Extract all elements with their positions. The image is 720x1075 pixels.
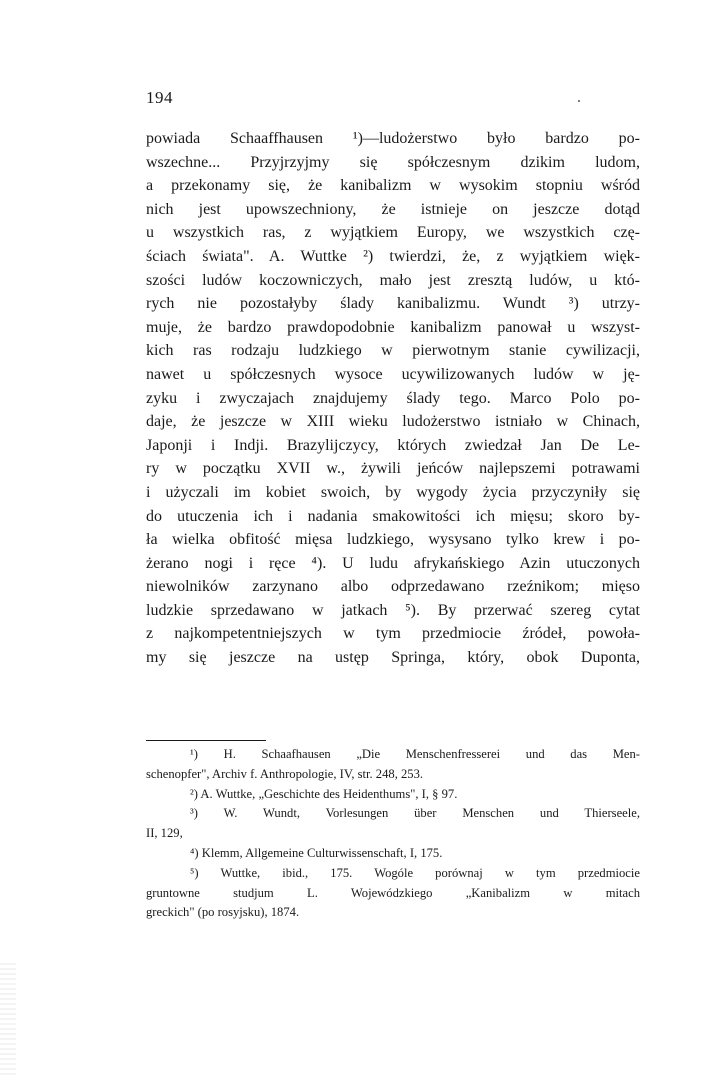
footnote-line: II, 129, — [146, 826, 183, 841]
body-line: nawet u spółczesnych wysoce ucywilizowanych ludów w ję- — [146, 365, 640, 383]
body-line: ściach świata". A. Wuttke ²) twierdzi, że, z wyjątkiem więk- — [146, 247, 640, 265]
body-line: zyku i zwyczajach znajdujemy ślady tego. Marco Polo po- — [146, 389, 640, 407]
footnote-rule — [146, 740, 266, 741]
body-line: u wszystkich ras, z wyjątkiem Europy, we wszystkich czę- — [146, 224, 640, 242]
body-line: muje, że bardzo prawdopodobnie kanibalizm panował u wszyst- — [146, 318, 640, 336]
body-line: i użyczali im kobiet swoich, by wygody życia przyczyniły się — [146, 483, 640, 501]
body-line: my się jeszcze na ustęp Springa, który, obok Duponta, — [146, 649, 640, 667]
body-line: ła wielka obfitość mięsa ludzkiego, wysysano tylko krew i po- — [146, 531, 640, 549]
body-line: szości ludów koczowniczych, mało jest zresztą ludów, u któ- — [146, 271, 640, 289]
page-number: 194 — [146, 88, 173, 107]
footnote-line: ⁴) Klemm, Allgemeine Culturwissenschaft, I, 175. — [190, 845, 443, 860]
body-line: ludzkie sprzedawano w jatkach ⁵). By przerwać szereg cytat — [146, 601, 640, 619]
body-line: żerano nogi i ręce ⁴). U ludu afrykańskiego Azin utuczonych — [146, 554, 640, 572]
body-text — [146, 127, 640, 670]
body-line: z najkompetentniejszych w tym przedmiocie źródeł, powoła- — [146, 625, 640, 643]
body-line: kich ras rodzaju ludzkiego w pierwotnym stanie cywilizacji, — [146, 342, 640, 360]
body-line: do utuczenia ich i nadania smakowitości ich mięsu; skoro by- — [146, 507, 640, 525]
footnote-line: ⁵) Wuttke, ibid., 175. Wogóle porównaj w tym przedmiocie — [190, 865, 640, 880]
body-line: Japonji i Indji. Brazylijczycy, których zwiedzał Jan De Le- — [146, 436, 640, 454]
body-line: niewolników zarzynano albo odprzedawano rzeźnikom; mięso — [146, 578, 640, 596]
footnote-line: schenopfer", Archiv f. Anthropologie, IV, str. 248, 253. — [146, 766, 424, 781]
margin-dot — [578, 100, 580, 102]
body-line: powiada Schaaffhausen ¹)—ludożerstwo było bardzo po- — [146, 130, 640, 147]
footnotes — [146, 745, 640, 923]
footnote-line: ¹) H. Schaafhausen „Die Menschenfresserei und das Men- — [190, 747, 640, 761]
footnote-line: greckich" (po rosyjsku), 1874. — [146, 905, 300, 920]
body-line: a przekonamy się, że kanibalizm w wysokim stopniu wśród — [146, 177, 640, 195]
body-line: nich jest upowszechniony, że istnieje on jeszcze dotąd — [146, 200, 640, 218]
body-line: ry w początku XVII w., żywili jeńców najlepszemi potrawami — [146, 460, 640, 478]
footnote-line: ³) W. Wundt, Vorlesungen über Menschen und Thierseele, — [190, 806, 640, 821]
body-line: wszechne... Przyjrzyjmy się spółczesnym dzikim ludom, — [146, 153, 640, 171]
scan-edge-artifact — [0, 960, 16, 1075]
body-line: rych nie pozostałyby ślady kanibalizmu. Wundt ³) utrzy- — [146, 295, 640, 313]
body-line: daje, że jeszcze w XIII wieku ludożerstwo istniało w Chinach, — [146, 413, 640, 431]
footnote-line: gruntowne studjum L. Wojewódzkiego „Kanibalizm w mitach — [146, 885, 640, 900]
footnote-line: ²) A. Wuttke, „Geschichte des Heidenthums", I, § 97. — [190, 786, 458, 801]
